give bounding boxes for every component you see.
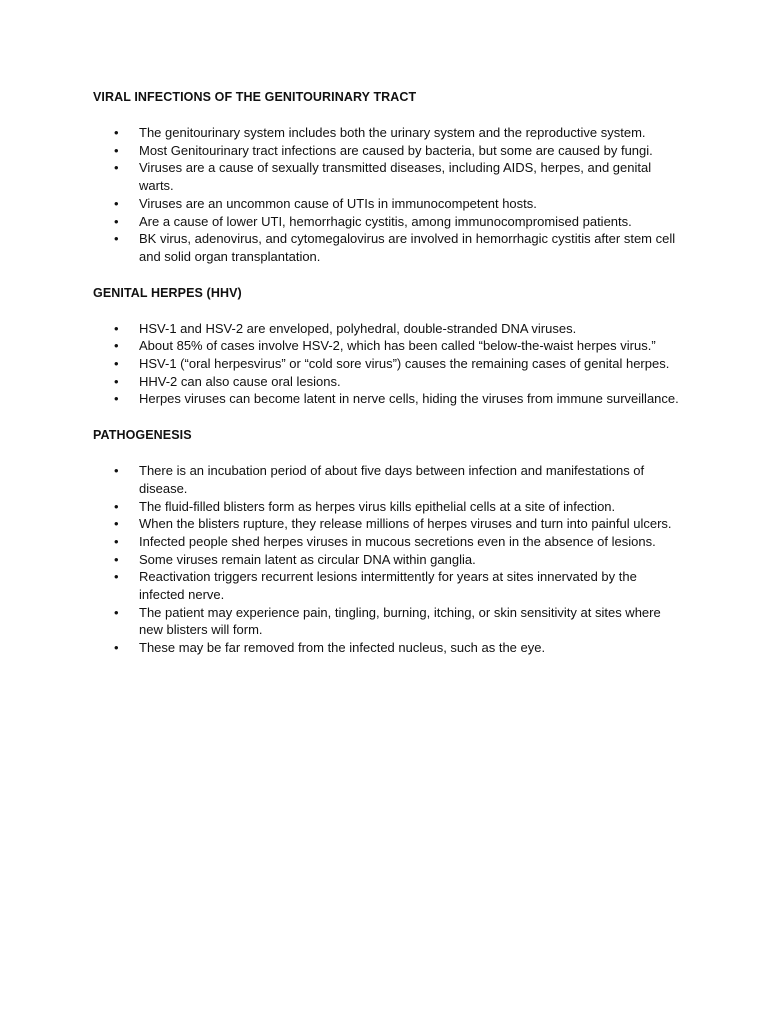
list-item: [93, 639, 683, 657]
bullet-glyph: •: [114, 320, 119, 336]
list-item: [93, 124, 683, 142]
list-item: [93, 142, 683, 160]
list-item: [93, 159, 683, 194]
list-item: [93, 213, 683, 231]
list-item-text: Herpes viruses can become latent in nerve cells, hiding the viruses from immune surveillance.: [139, 391, 679, 407]
bullet-glyph: •: [114, 231, 119, 247]
list-item: [93, 373, 683, 391]
bullet-glyph: •: [114, 373, 119, 389]
bullet-glyph: •: [114, 498, 119, 514]
list-item-text: Some viruses remain latent as circular DNA within ganglia.: [139, 551, 476, 567]
list-item-text: HHV-2 can also cause oral lesions.: [139, 373, 341, 389]
list-item-text: About 85% of cases involve HSV-2, which has been called “below-the-waist herpes virus.”: [139, 338, 656, 354]
bullet-list: [93, 320, 683, 409]
list-item-text: Viruses are a cause of sexually transmitted diseases, including AIDS, herpes, and genital warts.: [139, 160, 652, 194]
list-item: [93, 515, 683, 533]
bullet-glyph: •: [114, 391, 119, 407]
list-item: [93, 533, 683, 551]
list-item: [93, 462, 683, 497]
list-item-text: Most Genitourinary tract infections are caused by bacteria, but some are caused by fungi.: [139, 142, 653, 158]
list-item-text: Reactivation triggers recurrent lesions intermittently for years at sites innervated by the infected nerve.: [139, 569, 637, 603]
list-item-text: There is an incubation period of about five days between infection and manifestations of disease.: [139, 463, 645, 496]
list-item-text: These may be far removed from the infected nucleus, such as the eye.: [139, 640, 546, 656]
list-item-text: When the blisters rupture, they release millions of herpes viruses and turn into painful ulcers.: [139, 516, 672, 532]
bullet-glyph: •: [114, 533, 119, 549]
list-item-text: HSV-1 (“oral herpesvirus” or “cold sore virus”) causes the remaining cases of genital herpes.: [139, 356, 670, 372]
list-item-text: Are a cause of lower UTI, hemorrhagic cystitis, among immunocompromised patients.: [139, 213, 632, 229]
list-item: [93, 355, 683, 373]
bullet-glyph: •: [114, 640, 119, 656]
list-item: [93, 551, 683, 569]
list-item-text: The fluid-filled blisters form as herpes virus kills epithelial cells at a site of infection.: [139, 498, 616, 514]
list-item: [93, 498, 683, 516]
bullet-glyph: •: [114, 125, 119, 140]
list-item: [93, 230, 683, 265]
list-item: [93, 320, 683, 338]
list-item: [93, 604, 683, 639]
bullet-glyph: •: [114, 213, 119, 229]
list-item-text: The genitourinary system includes both the urinary system and the reproductive system.: [139, 125, 646, 140]
list-item-text: Viruses are an uncommon cause of UTIs in immunocompetent hosts.: [139, 195, 537, 211]
list-item-text: The patient may experience pain, tingling, burning, itching, or skin sensitivity at sites where new blisters will form.: [139, 604, 661, 638]
bullet-glyph: •: [114, 604, 119, 620]
bullet-glyph: •: [114, 160, 119, 176]
section-viral-infections: [93, 88, 683, 266]
list-item-text: Infected people shed herpes viruses in mucous secretions even in the absence of lesions.: [139, 533, 656, 549]
list-item: [93, 390, 683, 408]
bullet-list: [93, 462, 683, 657]
list-item: [93, 568, 683, 603]
section-genital-herpes: [93, 284, 683, 409]
bullet-glyph: •: [114, 338, 119, 354]
section-heading: GENITAL HERPES (HHV): [93, 285, 242, 300]
bullet-glyph: •: [114, 195, 119, 211]
list-item-text: BK virus, adenovirus, and cytomegalovirus are involved in hemorrhagic cystitis after stem cell and solid organ transplantation.: [139, 231, 676, 264]
list-item-text: HSV-1 and HSV-2 are enveloped, polyhedral, double-stranded DNA viruses.: [139, 320, 577, 336]
document-body: [93, 88, 683, 675]
section-pathogenesis: [93, 426, 683, 657]
section-heading: VIRAL INFECTIONS OF THE GENITOURINARY TRACT: [93, 90, 417, 104]
section-heading: PATHOGENESIS: [93, 428, 192, 443]
bullet-glyph: •: [114, 569, 119, 585]
bullet-glyph: •: [114, 516, 119, 532]
bullet-glyph: •: [114, 551, 119, 567]
bullet-list: [93, 124, 683, 266]
bullet-glyph: •: [114, 142, 119, 158]
bullet-glyph: •: [114, 463, 119, 479]
list-item: [93, 195, 683, 213]
list-item: [93, 337, 683, 355]
bullet-glyph: •: [114, 356, 119, 372]
